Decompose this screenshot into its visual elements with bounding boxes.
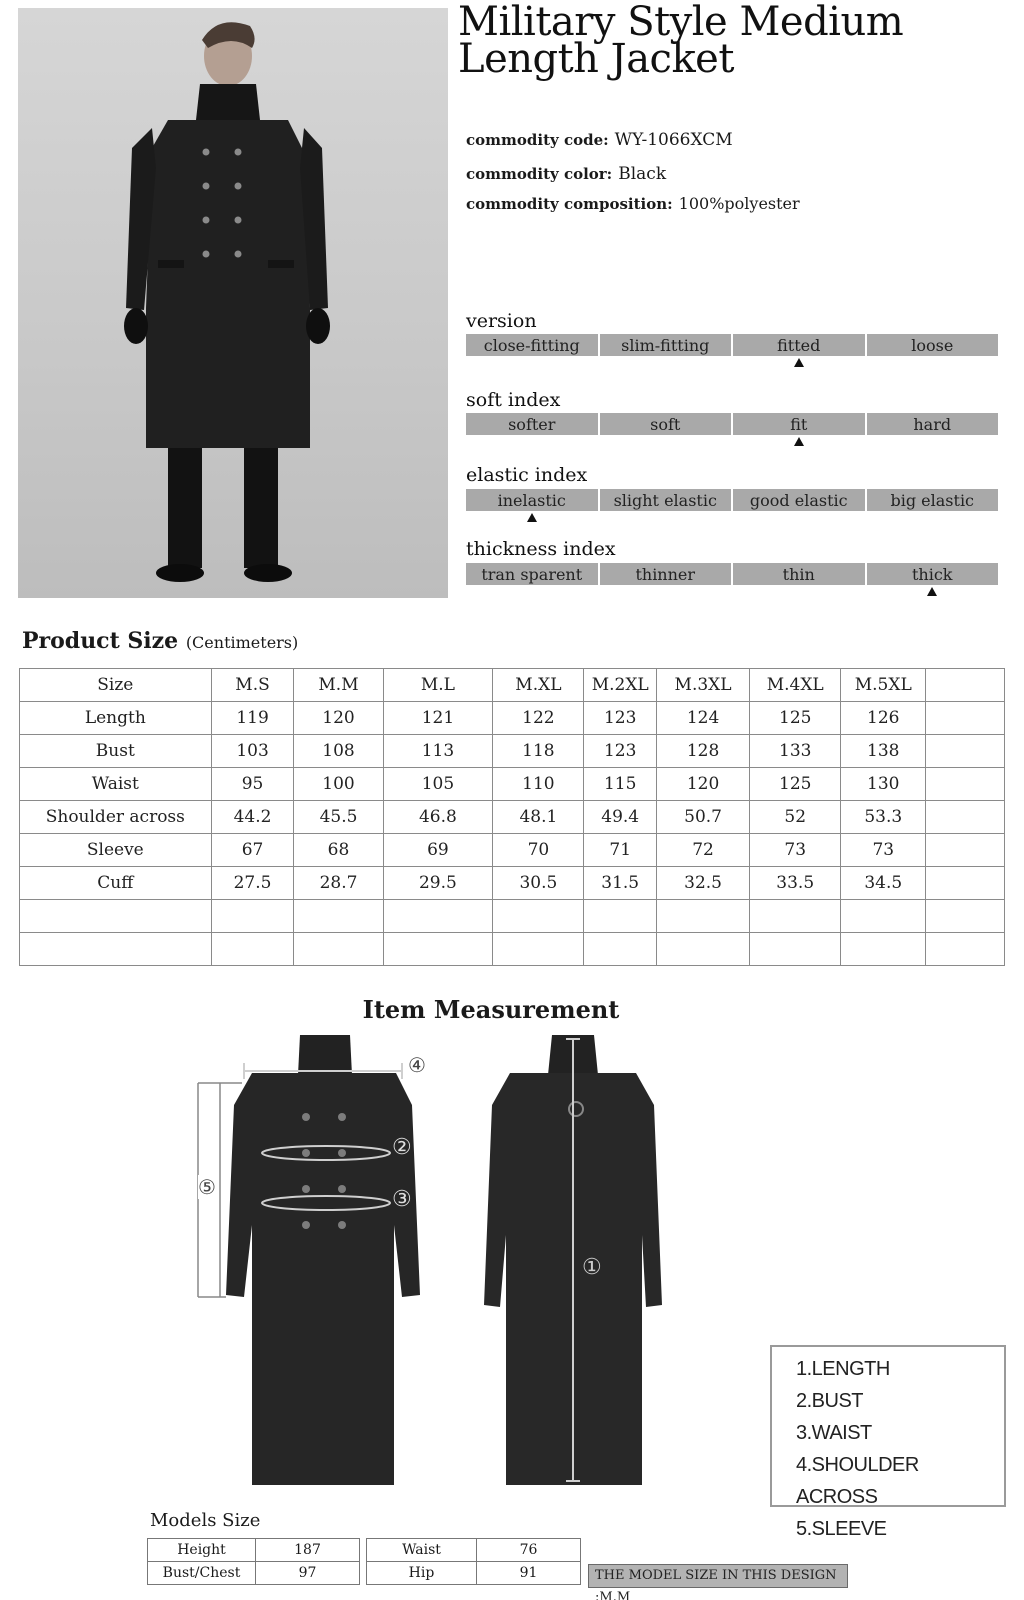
- spec-value: WY-1066XCM: [614, 130, 733, 150]
- table-cell: [926, 933, 1005, 966]
- table-cell: 32.5: [656, 867, 749, 900]
- table-cell: 44.2: [211, 801, 294, 834]
- table-cell: 126: [841, 702, 926, 735]
- index-bar: [466, 413, 998, 435]
- table-cell: 118: [493, 735, 584, 768]
- table-cell: 105: [383, 768, 493, 801]
- index-option: close-fitting: [466, 334, 598, 356]
- table-cell: M.XL: [493, 669, 584, 702]
- table-cell: 103: [211, 735, 294, 768]
- index-option: loose: [867, 334, 999, 356]
- table-cell: 95: [211, 768, 294, 801]
- row-label: Length: [20, 702, 212, 735]
- index-option: tran sparent: [466, 563, 598, 585]
- table-cell: 45.5: [294, 801, 383, 834]
- table-cell: 49.4: [584, 801, 657, 834]
- row-label: [20, 900, 212, 933]
- models-value: 76: [477, 1539, 581, 1562]
- table-row: [20, 933, 1005, 966]
- selected-marker: [794, 437, 804, 446]
- table-cell: M.2XL: [584, 669, 657, 702]
- table-cell: 130: [841, 768, 926, 801]
- table-cell: [211, 900, 294, 933]
- table-row: [20, 867, 1005, 900]
- spec-composition: [466, 194, 800, 213]
- table-row: [367, 1539, 581, 1562]
- table-cell: 70: [493, 834, 584, 867]
- index-label: elastic index: [466, 464, 588, 486]
- spec-color: [466, 164, 666, 184]
- table-cell: 34.5: [841, 867, 926, 900]
- legend-item: 5.SLEEVE: [796, 1518, 887, 1540]
- table-cell: 113: [383, 735, 493, 768]
- model-size-note: THE MODEL SIZE IN THIS DESIGN :M.M: [588, 1564, 848, 1588]
- index-option: thin: [733, 563, 865, 585]
- row-label: Waist: [20, 768, 212, 801]
- table-cell: 125: [750, 768, 841, 801]
- table-cell: M.3XL: [656, 669, 749, 702]
- row-label: Bust: [20, 735, 212, 768]
- table-cell: [926, 669, 1005, 702]
- table-row: [367, 1562, 581, 1585]
- marker-waist: ③: [392, 1187, 412, 1212]
- table-row: [20, 702, 1005, 735]
- table-cell: [926, 801, 1005, 834]
- table-cell: 123: [584, 735, 657, 768]
- legend-item: 1.LENGTH: [796, 1358, 890, 1380]
- table-cell: [750, 933, 841, 966]
- row-label: Shoulder across: [20, 801, 212, 834]
- table-cell: 108: [294, 735, 383, 768]
- table-cell: [926, 834, 1005, 867]
- table-cell: 125: [750, 702, 841, 735]
- index-option: thinner: [600, 563, 732, 585]
- index-option: thick: [867, 563, 999, 585]
- size-table: [19, 668, 1005, 966]
- table-cell: [926, 768, 1005, 801]
- models-key: Height: [148, 1539, 256, 1562]
- table-cell: M.M: [294, 669, 383, 702]
- index-option: big elastic: [867, 489, 999, 511]
- legend-item: 3.WAIST: [796, 1422, 872, 1444]
- table-cell: 120: [294, 702, 383, 735]
- index-bar: [466, 489, 998, 511]
- table-cell: [493, 933, 584, 966]
- table-cell: [383, 933, 493, 966]
- index-option: good elastic: [733, 489, 865, 511]
- table-row: [148, 1562, 360, 1585]
- row-label: [20, 933, 212, 966]
- table-cell: [493, 900, 584, 933]
- table-cell: 122: [493, 702, 584, 735]
- index-option: slim-fitting: [600, 334, 732, 356]
- table-cell: 30.5: [493, 867, 584, 900]
- table-cell: [656, 900, 749, 933]
- size-chart-title: [22, 628, 298, 654]
- spec-key: commodity code:: [466, 131, 609, 149]
- index-option: inelastic: [466, 489, 598, 511]
- spec-value: 100%polyester: [678, 194, 800, 213]
- index-label: thickness index: [466, 538, 616, 560]
- legend-item: 2.BUST: [796, 1390, 864, 1412]
- size-chart-title-text: Product Size: [22, 628, 179, 654]
- table-cell: 68: [294, 834, 383, 867]
- table-cell: 128: [656, 735, 749, 768]
- table-cell: [294, 933, 383, 966]
- table-cell: 71: [584, 834, 657, 867]
- models-value: 97: [256, 1562, 360, 1585]
- models-value: 91: [477, 1562, 581, 1585]
- row-label: Cuff: [20, 867, 212, 900]
- index-option: soft: [600, 413, 732, 435]
- table-cell: 115: [584, 768, 657, 801]
- index-label: version: [466, 310, 537, 332]
- table-row: [20, 834, 1005, 867]
- legend-item: 4.SHOULDER ACROSS: [796, 1454, 919, 1508]
- models-key: Waist: [367, 1539, 477, 1562]
- table-cell: [584, 900, 657, 933]
- table-cell: 29.5: [383, 867, 493, 900]
- table-row: [148, 1539, 360, 1562]
- table-cell: 133: [750, 735, 841, 768]
- marker-length: ①: [582, 1255, 602, 1280]
- table-cell: 31.5: [584, 867, 657, 900]
- models-table-right: [366, 1538, 581, 1585]
- marker-shoulder: ④: [408, 1053, 426, 1077]
- measurement-legend: [770, 1345, 1006, 1540]
- table-cell: 123: [584, 702, 657, 735]
- index-bar: [466, 563, 998, 585]
- selected-marker: [527, 513, 537, 522]
- marker-bust: ②: [392, 1135, 412, 1160]
- table-cell: [926, 867, 1005, 900]
- table-cell: 50.7: [656, 801, 749, 834]
- index-option: fitted: [733, 334, 865, 356]
- index-option: softer: [466, 413, 598, 435]
- measurement-title: Item Measurement: [362, 995, 620, 1024]
- product-photo: [18, 8, 448, 598]
- spec-code: [466, 130, 733, 150]
- table-cell: [656, 933, 749, 966]
- spec-key: commodity composition:: [466, 195, 673, 213]
- table-cell: M.L: [383, 669, 493, 702]
- table-cell: [211, 933, 294, 966]
- table-cell: 119: [211, 702, 294, 735]
- table-cell: 69: [383, 834, 493, 867]
- coat-front: [226, 1035, 420, 1485]
- size-chart-unit: (Centimeters): [185, 633, 299, 652]
- table-cell: 73: [841, 834, 926, 867]
- table-cell: 121: [383, 702, 493, 735]
- table-cell: [926, 900, 1005, 933]
- table-cell: [926, 702, 1005, 735]
- model-illustration: [18, 8, 448, 598]
- table-cell: [841, 900, 926, 933]
- table-cell: 120: [656, 768, 749, 801]
- models-table-left: [147, 1538, 360, 1585]
- marker-sleeve: ⑤: [198, 1175, 216, 1199]
- table-cell: 73: [750, 834, 841, 867]
- table-cell: 110: [493, 768, 584, 801]
- selected-marker: [794, 358, 804, 367]
- table-cell: 100: [294, 768, 383, 801]
- table-cell: [841, 933, 926, 966]
- index-option: hard: [867, 413, 999, 435]
- table-cell: [750, 900, 841, 933]
- table-row: [20, 900, 1005, 933]
- models-key: Hip: [367, 1562, 477, 1585]
- table-cell: 52: [750, 801, 841, 834]
- index-label: soft index: [466, 389, 561, 411]
- table-cell: [926, 735, 1005, 768]
- row-label: Size: [20, 669, 212, 702]
- table-cell: 53.3: [841, 801, 926, 834]
- table-cell: 27.5: [211, 867, 294, 900]
- table-cell: 46.8: [383, 801, 493, 834]
- table-row: [20, 735, 1005, 768]
- table-cell: 28.7: [294, 867, 383, 900]
- models-value: 187: [256, 1539, 360, 1562]
- table-cell: M.S: [211, 669, 294, 702]
- index-option: slight elastic: [600, 489, 732, 511]
- table-cell: 72: [656, 834, 749, 867]
- table-cell: 138: [841, 735, 926, 768]
- models-size-title: Models Size: [150, 1510, 261, 1531]
- models-key: Bust/Chest: [148, 1562, 256, 1585]
- table-cell: 48.1: [493, 801, 584, 834]
- table-cell: [294, 900, 383, 933]
- spec-key: commodity color:: [466, 165, 613, 183]
- table-row: [20, 768, 1005, 801]
- table-cell: M.5XL: [841, 669, 926, 702]
- coat-diagram-svg: [180, 1035, 700, 1515]
- spec-value: Black: [618, 164, 667, 184]
- row-label: Sleeve: [20, 834, 212, 867]
- coat-diagram: [180, 1035, 700, 1515]
- table-cell: [383, 900, 493, 933]
- product-title: Military Style Medium Length Jacket: [458, 0, 904, 82]
- table-row: [20, 801, 1005, 834]
- index-bar: [466, 334, 998, 356]
- table-header-row: [20, 669, 1005, 702]
- selected-marker: [927, 587, 937, 596]
- table-cell: 33.5: [750, 867, 841, 900]
- table-cell: 67: [211, 834, 294, 867]
- index-option: fit: [733, 413, 865, 435]
- table-cell: M.4XL: [750, 669, 841, 702]
- table-cell: [584, 933, 657, 966]
- table-cell: 124: [656, 702, 749, 735]
